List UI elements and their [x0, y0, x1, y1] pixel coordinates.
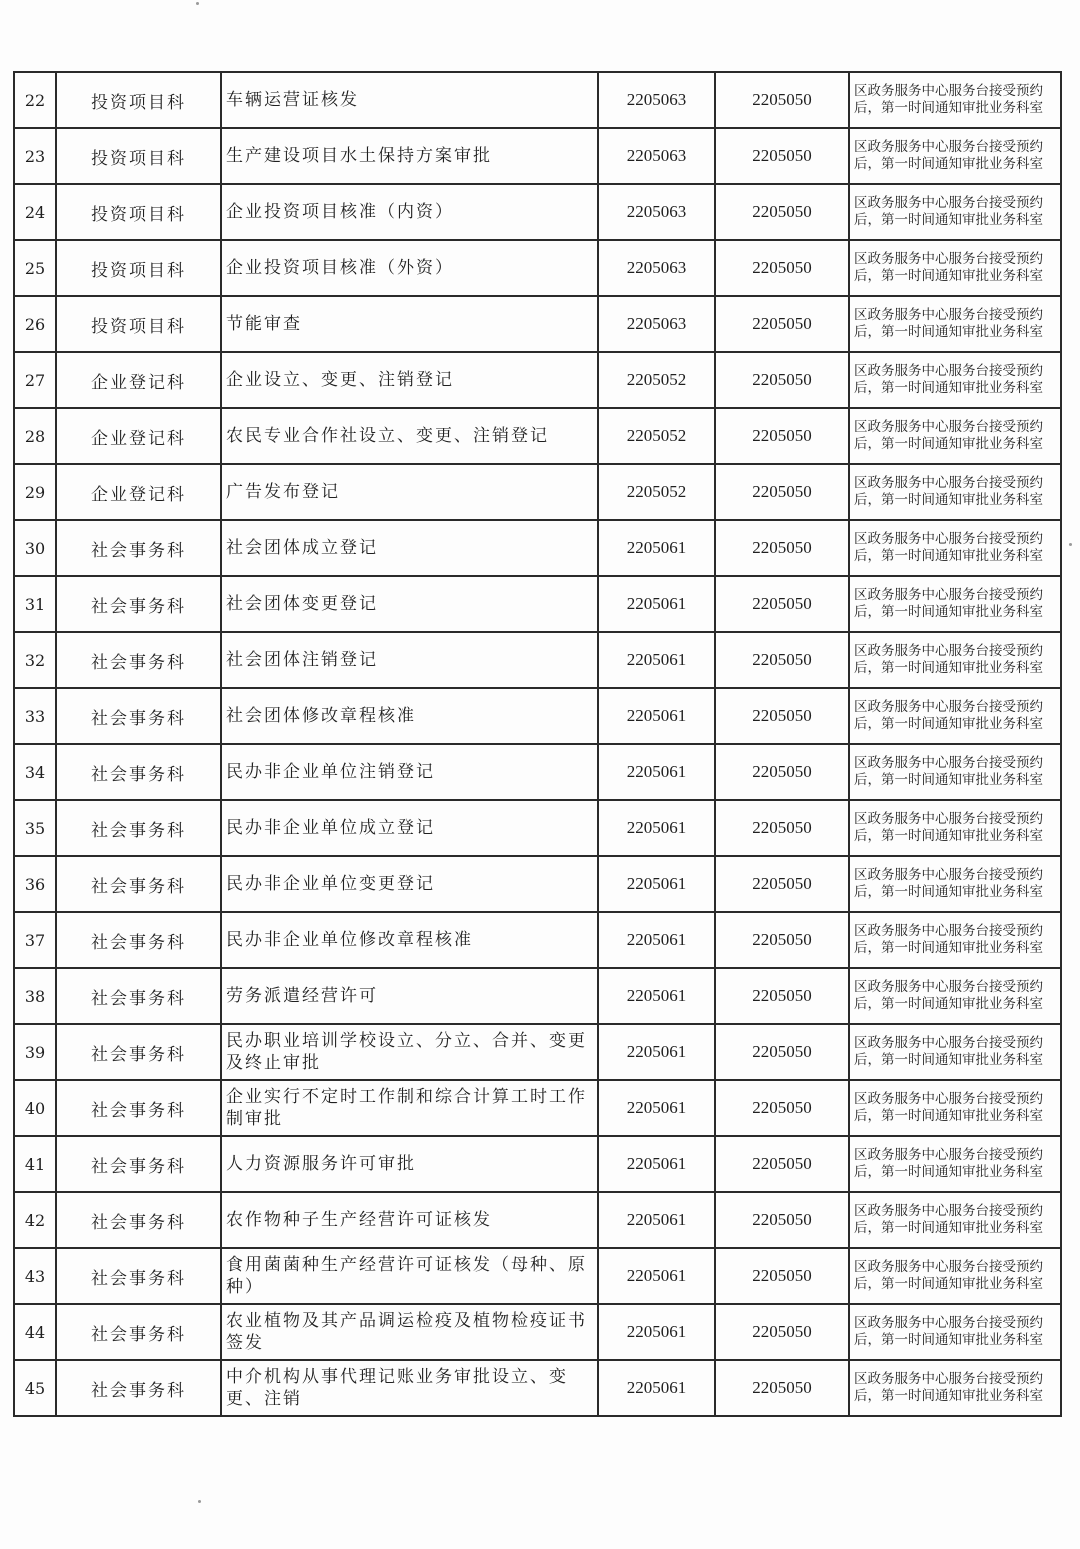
- cell-note: [849, 1360, 1061, 1416]
- cell-item: 民办非企业单位修改章程核准: [221, 912, 598, 968]
- note-line-2: 后，第一时间通知审批业务科室: [854, 212, 1043, 228]
- table-row: [14, 352, 1061, 408]
- cell-note: [849, 296, 1061, 352]
- cell-phone-service: 2205050: [715, 688, 849, 744]
- cell-item: 生产建设项目水土保持方案审批: [221, 128, 598, 184]
- cell-department: 社会事务科: [56, 1192, 221, 1248]
- note-line-2: 后，第一时间通知审批业务科室: [854, 156, 1043, 172]
- cell-department: 投资项目科: [56, 296, 221, 352]
- cell-number: 29: [14, 464, 56, 520]
- table-row: [14, 240, 1061, 296]
- cell-department: 社会事务科: [56, 1360, 221, 1416]
- cell-number: 25: [14, 240, 56, 296]
- cell-item: 劳务派遣经营许可: [221, 968, 598, 1024]
- note-line-1: 区政务服务中心服务台接受预约: [854, 923, 1043, 939]
- cell-phone-service: 2205050: [715, 968, 849, 1024]
- cell-note: [849, 968, 1061, 1024]
- note-line-2: 后，第一时间通知审批业务科室: [854, 1332, 1043, 1348]
- note-line-2: 后，第一时间通知审批业务科室: [854, 940, 1043, 956]
- note-line-2: 后，第一时间通知审批业务科室: [854, 996, 1043, 1012]
- table-row: [14, 184, 1061, 240]
- cell-number: 37: [14, 912, 56, 968]
- note-line-1: 区政务服务中心服务台接受预约: [854, 363, 1043, 379]
- cell-item: 食用菌菌种生产经营许可证核发（母种、原种）: [221, 1248, 598, 1304]
- cell-phone-service: 2205050: [715, 1136, 849, 1192]
- note-line-1: 区政务服务中心服务台接受预约: [854, 419, 1043, 435]
- cell-phone-service: 2205050: [715, 1304, 849, 1360]
- table-row: [14, 968, 1061, 1024]
- cell-department: 企业登记科: [56, 464, 221, 520]
- cell-number: 41: [14, 1136, 56, 1192]
- cell-department: 社会事务科: [56, 1248, 221, 1304]
- cell-item: 民办非企业单位成立登记: [221, 800, 598, 856]
- cell-department: 社会事务科: [56, 1304, 221, 1360]
- cell-phone-service: 2205050: [715, 744, 849, 800]
- note-line-1: 区政务服务中心服务台接受预约: [854, 643, 1043, 659]
- cell-department: 社会事务科: [56, 1024, 221, 1080]
- cell-department: 社会事务科: [56, 576, 221, 632]
- cell-phone-service: 2205050: [715, 408, 849, 464]
- note-line-2: 后，第一时间通知审批业务科室: [854, 324, 1043, 340]
- note-line-1: 区政务服务中心服务台接受预约: [854, 755, 1043, 771]
- note-line-2: 后，第一时间通知审批业务科室: [854, 436, 1043, 452]
- cell-department: 社会事务科: [56, 856, 221, 912]
- table-row: [14, 744, 1061, 800]
- cell-number: 39: [14, 1024, 56, 1080]
- cell-phone-service: 2205050: [715, 296, 849, 352]
- note-line-1: 区政务服务中心服务台接受预约: [854, 867, 1043, 883]
- cell-note: [849, 520, 1061, 576]
- table-row: [14, 520, 1061, 576]
- cell-note: [849, 1136, 1061, 1192]
- cell-phone-department: 2205063: [598, 184, 715, 240]
- cell-phone-service: 2205050: [715, 520, 849, 576]
- cell-note: [849, 1192, 1061, 1248]
- note-line-1: 区政务服务中心服务台接受预约: [854, 1147, 1043, 1163]
- cell-phone-department: 2205063: [598, 72, 715, 128]
- cell-note: [849, 1024, 1061, 1080]
- cell-phone-department: 2205061: [598, 1136, 715, 1192]
- cell-phone-service: 2205050: [715, 128, 849, 184]
- note-line-1: 区政务服务中心服务台接受预约: [854, 587, 1043, 603]
- note-line-2: 后，第一时间通知审批业务科室: [854, 604, 1043, 620]
- cell-department: 社会事务科: [56, 1080, 221, 1136]
- cell-phone-department: 2205061: [598, 576, 715, 632]
- cell-phone-department: 2205061: [598, 856, 715, 912]
- cell-item: 企业实行不定时工作制和综合计算工时工作制审批: [221, 1080, 598, 1136]
- cell-department: 社会事务科: [56, 520, 221, 576]
- cell-department: 投资项目科: [56, 128, 221, 184]
- cell-number: 22: [14, 72, 56, 128]
- cell-note: [849, 688, 1061, 744]
- cell-number: 26: [14, 296, 56, 352]
- cell-number: 28: [14, 408, 56, 464]
- table-row: [14, 912, 1061, 968]
- note-line-2: 后，第一时间通知审批业务科室: [854, 828, 1043, 844]
- cell-number: 24: [14, 184, 56, 240]
- cell-number: 30: [14, 520, 56, 576]
- cell-department: 社会事务科: [56, 1136, 221, 1192]
- cell-item: 社会团体变更登记: [221, 576, 598, 632]
- note-line-1: 区政务服务中心服务台接受预约: [854, 1315, 1043, 1331]
- cell-item: 民办非企业单位注销登记: [221, 744, 598, 800]
- cell-phone-department: 2205061: [598, 1360, 715, 1416]
- cell-item: 车辆运营证核发: [221, 72, 598, 128]
- cell-number: 45: [14, 1360, 56, 1416]
- cell-phone-department: 2205052: [598, 464, 715, 520]
- cell-number: 43: [14, 1248, 56, 1304]
- cell-phone-service: 2205050: [715, 240, 849, 296]
- cell-phone-department: 2205052: [598, 352, 715, 408]
- table-row: [14, 576, 1061, 632]
- table-row: [14, 1024, 1061, 1080]
- note-line-1: 区政务服务中心服务台接受预约: [854, 475, 1043, 491]
- cell-number: 33: [14, 688, 56, 744]
- note-line-1: 区政务服务中心服务台接受预约: [854, 1371, 1043, 1387]
- cell-note: [849, 240, 1061, 296]
- note-line-2: 后，第一时间通知审批业务科室: [854, 772, 1043, 788]
- cell-item: 企业设立、变更、注销登记: [221, 352, 598, 408]
- cell-note: [849, 128, 1061, 184]
- note-line-2: 后，第一时间通知审批业务科室: [854, 100, 1043, 116]
- cell-phone-department: 2205061: [598, 1248, 715, 1304]
- cell-note: [849, 184, 1061, 240]
- note-line-2: 后，第一时间通知审批业务科室: [854, 1164, 1043, 1180]
- cell-note: [849, 1304, 1061, 1360]
- cell-phone-department: 2205061: [598, 632, 715, 688]
- cell-department: 企业登记科: [56, 408, 221, 464]
- note-line-2: 后，第一时间通知审批业务科室: [854, 492, 1043, 508]
- table-row: [14, 296, 1061, 352]
- cell-note: [849, 912, 1061, 968]
- cell-phone-service: 2205050: [715, 1024, 849, 1080]
- table-row: [14, 688, 1061, 744]
- cell-number: 23: [14, 128, 56, 184]
- cell-phone-service: 2205050: [715, 856, 849, 912]
- cell-phone-department: 2205063: [598, 240, 715, 296]
- table-row: [14, 408, 1061, 464]
- cell-number: 35: [14, 800, 56, 856]
- note-line-1: 区政务服务中心服务台接受预约: [854, 811, 1043, 827]
- note-line-2: 后，第一时间通知审批业务科室: [854, 660, 1043, 676]
- cell-note: [849, 632, 1061, 688]
- cell-item: 民办职业培训学校设立、分立、合并、变更及终止审批: [221, 1024, 598, 1080]
- note-line-2: 后，第一时间通知审批业务科室: [854, 380, 1043, 396]
- cell-note: [849, 408, 1061, 464]
- note-line-1: 区政务服务中心服务台接受预约: [854, 251, 1043, 267]
- cell-phone-department: 2205061: [598, 912, 715, 968]
- note-line-1: 区政务服务中心服务台接受预约: [854, 699, 1043, 715]
- note-line-1: 区政务服务中心服务台接受预约: [854, 979, 1043, 995]
- note-line-2: 后，第一时间通知审批业务科室: [854, 1276, 1043, 1292]
- cell-item: 农业植物及其产品调运检疫及植物检疫证书签发: [221, 1304, 598, 1360]
- note-line-1: 区政务服务中心服务台接受预约: [854, 1035, 1043, 1051]
- cell-phone-department: 2205061: [598, 1024, 715, 1080]
- cell-department: 投资项目科: [56, 72, 221, 128]
- cell-number: 32: [14, 632, 56, 688]
- cell-phone-department: 2205061: [598, 968, 715, 1024]
- cell-department: 社会事务科: [56, 912, 221, 968]
- cell-note: [849, 576, 1061, 632]
- table-body: [14, 72, 1061, 1416]
- note-line-1: 区政务服务中心服务台接受预约: [854, 139, 1043, 155]
- cell-item: 中介机构从事代理记账业务审批设立、变更、注销: [221, 1360, 598, 1416]
- cell-item: 人力资源服务许可审批: [221, 1136, 598, 1192]
- cell-item: 社会团体成立登记: [221, 520, 598, 576]
- table-row: [14, 1360, 1061, 1416]
- cell-phone-department: 2205061: [598, 1080, 715, 1136]
- table-row: [14, 1248, 1061, 1304]
- scan-speck: [196, 2, 199, 5]
- cell-number: 27: [14, 352, 56, 408]
- cell-phone-department: 2205061: [598, 1304, 715, 1360]
- cell-phone-service: 2205050: [715, 576, 849, 632]
- cell-phone-service: 2205050: [715, 1360, 849, 1416]
- cell-department: 社会事务科: [56, 688, 221, 744]
- cell-phone-service: 2205050: [715, 912, 849, 968]
- cell-department: 社会事务科: [56, 632, 221, 688]
- cell-item: 社会团体修改章程核准: [221, 688, 598, 744]
- cell-note: [849, 72, 1061, 128]
- cell-phone-department: 2205061: [598, 800, 715, 856]
- cell-department: 投资项目科: [56, 240, 221, 296]
- table-row: [14, 1304, 1061, 1360]
- note-line-2: 后，第一时间通知审批业务科室: [854, 884, 1043, 900]
- table-row: [14, 72, 1061, 128]
- cell-phone-service: 2205050: [715, 1080, 849, 1136]
- table-row: [14, 632, 1061, 688]
- cell-department: 企业登记科: [56, 352, 221, 408]
- cell-note: [849, 352, 1061, 408]
- cell-number: 42: [14, 1192, 56, 1248]
- table-row: [14, 1080, 1061, 1136]
- cell-phone-service: 2205050: [715, 1192, 849, 1248]
- cell-item: 民办非企业单位变更登记: [221, 856, 598, 912]
- service-table: [13, 71, 1062, 1417]
- cell-phone-department: 2205061: [598, 688, 715, 744]
- note-line-2: 后，第一时间通知审批业务科室: [854, 1108, 1043, 1124]
- cell-department: 社会事务科: [56, 800, 221, 856]
- table-row: [14, 800, 1061, 856]
- cell-item: 农民专业合作社设立、变更、注销登记: [221, 408, 598, 464]
- note-line-1: 区政务服务中心服务台接受预约: [854, 195, 1043, 211]
- note-line-2: 后，第一时间通知审批业务科室: [854, 1052, 1043, 1068]
- note-line-1: 区政务服务中心服务台接受预约: [854, 1259, 1043, 1275]
- cell-number: 40: [14, 1080, 56, 1136]
- cell-phone-service: 2205050: [715, 72, 849, 128]
- cell-item: 企业投资项目核准（外资）: [221, 240, 598, 296]
- cell-department: 社会事务科: [56, 744, 221, 800]
- cell-phone-service: 2205050: [715, 632, 849, 688]
- note-line-1: 区政务服务中心服务台接受预约: [854, 307, 1043, 323]
- note-line-1: 区政务服务中心服务台接受预约: [854, 1203, 1043, 1219]
- scan-speck: [1069, 543, 1072, 546]
- note-line-2: 后，第一时间通知审批业务科室: [854, 268, 1043, 284]
- cell-note: [849, 744, 1061, 800]
- note-line-1: 区政务服务中心服务台接受预约: [854, 1091, 1043, 1107]
- note-line-1: 区政务服务中心服务台接受预约: [854, 531, 1043, 547]
- cell-number: 31: [14, 576, 56, 632]
- cell-item: 社会团体注销登记: [221, 632, 598, 688]
- cell-note: [849, 464, 1061, 520]
- cell-note: [849, 800, 1061, 856]
- scan-speck: [198, 1500, 201, 1503]
- cell-number: 44: [14, 1304, 56, 1360]
- cell-phone-service: 2205050: [715, 184, 849, 240]
- cell-phone-department: 2205052: [598, 408, 715, 464]
- cell-item: 节能审查: [221, 296, 598, 352]
- cell-phone-department: 2205061: [598, 744, 715, 800]
- cell-number: 34: [14, 744, 56, 800]
- note-line-2: 后，第一时间通知审批业务科室: [854, 716, 1043, 732]
- cell-item: 广告发布登记: [221, 464, 598, 520]
- cell-number: 38: [14, 968, 56, 1024]
- cell-note: [849, 856, 1061, 912]
- note-line-2: 后，第一时间通知审批业务科室: [854, 1388, 1043, 1404]
- cell-note: [849, 1080, 1061, 1136]
- cell-item: 企业投资项目核准（内资）: [221, 184, 598, 240]
- cell-phone-service: 2205050: [715, 800, 849, 856]
- table-row: [14, 1136, 1061, 1192]
- cell-department: 社会事务科: [56, 968, 221, 1024]
- cell-phone-service: 2205050: [715, 1248, 849, 1304]
- cell-department: 投资项目科: [56, 184, 221, 240]
- cell-phone-service: 2205050: [715, 352, 849, 408]
- cell-phone-department: 2205061: [598, 520, 715, 576]
- cell-phone-department: 2205061: [598, 1192, 715, 1248]
- cell-note: [849, 1248, 1061, 1304]
- cell-phone-service: 2205050: [715, 464, 849, 520]
- note-line-2: 后，第一时间通知审批业务科室: [854, 548, 1043, 564]
- table-row: [14, 128, 1061, 184]
- cell-item: 农作物种子生产经营许可证核发: [221, 1192, 598, 1248]
- table-row: [14, 1192, 1061, 1248]
- cell-phone-department: 2205063: [598, 296, 715, 352]
- note-line-2: 后，第一时间通知审批业务科室: [854, 1220, 1043, 1236]
- cell-phone-department: 2205063: [598, 128, 715, 184]
- note-line-1: 区政务服务中心服务台接受预约: [854, 83, 1043, 99]
- table-row: [14, 464, 1061, 520]
- table-row: [14, 856, 1061, 912]
- cell-number: 36: [14, 856, 56, 912]
